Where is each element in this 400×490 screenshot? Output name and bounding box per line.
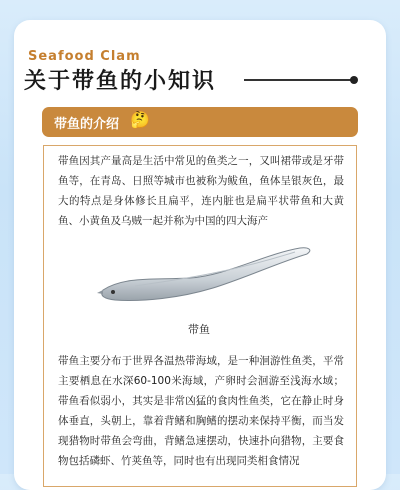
ribbonfish-illustration xyxy=(95,236,315,316)
habitat-paragraph: 带鱼主要分布于世界各温热带海域，是一种洄游性鱼类，平常主要栖息在水深60-100米海域，产卵时会洄游至浅海水域；带鱼看似弱小，其实是非常凶猛的食肉性鱼类，它在静止时身体垂直，头朝上，靠着背鳍和胸鳍的摆动来保持平衡，而当发现猎物时带鱼会弯曲，背鳍急速摆动，快速扑向猎物，主要食物包括磷虾、竹荚鱼等，同时也有出现同类相食情况 xyxy=(58,355,344,467)
page-title: 关于带鱼的小知识 xyxy=(24,68,217,94)
image-caption: 带鱼 xyxy=(188,323,210,336)
title-divider xyxy=(244,79,356,81)
thinking-emoji-icon: 🤔 xyxy=(130,110,150,129)
intro-paragraph: 带鱼因其产量高是生活中常见的鱼类之一，又叫裙带或是牙带鱼等，在青岛、日照等城市也被称为鲅鱼，鱼体呈银灰色，最大的特点是身体修长且扁平，连内脏也是扁平状带鱼和大黄鱼、小黄鱼及乌贼一起并称为中国的四大海产 xyxy=(58,155,344,227)
section-title: 带鱼的介绍 xyxy=(54,117,120,132)
section-header xyxy=(42,107,358,137)
brand-label: Seafood Clam xyxy=(28,49,141,64)
